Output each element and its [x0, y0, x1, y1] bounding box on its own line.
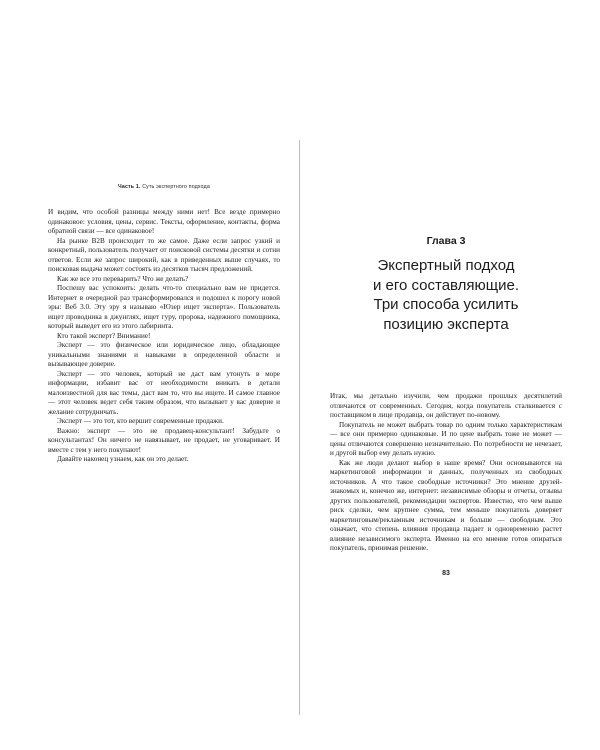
chapter-title-line: Три способа усилить: [373, 296, 519, 313]
paragraph: Кто такой эксперт? Внимание!: [57, 331, 151, 340]
chapter-title-line: позицию эксперта: [383, 315, 509, 333]
chapter-title-line: Экспертный подход: [377, 257, 515, 274]
page-number: 83: [442, 569, 450, 577]
chapter-title-line: и его составляющие.: [372, 276, 520, 294]
paragraph: Как же люди делают выбор в наше время? Они основываются на маркетинговой информации и данных, полученных из свободных источников. А что такое свободные источники? Это мнение друзей-знакомых и, конечно же, интернет: независимые обзоры и отчеты, отзывы других пользователей, рекомендации экспертов. Известно, что чем выше риск сделки, чем крупнее сумма, тем меньше покупатель доверяет маркетинговым/рекламным источникам и больше — свободным. Это означает, что степень влияния продавца падает и одновременно растет влияние независимого эксперта. Именно на его мнение готов опираться покупатель, принимая решение.: [330, 458, 562, 552]
paragraph: Эксперт — это тот, кто вершит современные продажи.: [57, 417, 224, 425]
paragraph: Как же все это переварить? Что же делать?: [57, 274, 189, 283]
paragraph: Давайте наконец узнаем, как он это делает.: [57, 455, 189, 463]
paragraph: И видим, что особой разницы между ними нет! Все везде примерно одинаковое: условия, цены, сервис. Тексты, оформление, контакты, форма обратной связи — все одинаковое!: [48, 208, 280, 235]
paragraph: На рынке B2B происходит то же самое. Даже если запрос узкий и конкретный, пользователь получает от поисковой системы десятки и сотни ответов. Если же запрос широкий, как в приведенных выше случаях, то поисковая выдача может состоять из десятков тысяч предложений.: [48, 236, 280, 273]
paragraph: Важно: эксперт — это не продавец-консультант! Забудьте о консультантах! Он ничего не навязывает, не продает, не уговаривает. И вместе с тем у него покупают!: [48, 426, 280, 454]
paragraph: Покупатель не может выбрать товар по одним только характеристикам — все они примерно одинаковые. И по цене выбрать тоже не может — цены отличаются совершенно незначительно. По потребности не нечезает, и другой выбор ему делать нужно.: [330, 420, 562, 457]
right-page: [330, 180, 562, 577]
paragraph: Поспешу вас успокоить: делать что-то специально вам не придется. Интернет в очередной раз трансформировался и подошел к порогу новой эры: Веб 3.0. Эту эру я называю «Юзер ищет эксперта». Пользователь ищет проводника в джунглях, ищет гуру, пророка, надежного помощника, который выведет его из этого лабиринта.: [48, 284, 280, 330]
chapter-label: Глава 3: [426, 235, 466, 247]
chapter-title: [330, 256, 562, 334]
running-head: [48, 184, 280, 190]
spread-gutter: [299, 140, 300, 715]
running-head-part: Часть 1.: [118, 184, 141, 190]
paragraph: Эксперт — это физическое или юридическое лицо, обладающее уникальными знаниями и навыками в определенной области и вызывающее доверие.: [48, 341, 280, 368]
paragraph: Итак, мы детально изучили, чем продажи прошлых десятилетий отличаются от современных. Сегодня, когда покупатель сталкивается с поставщиком в лице продавца, он действует по-новому.: [330, 392, 562, 419]
running-head-title: Суть экспертного подхода: [142, 184, 210, 190]
left-body-text: [48, 208, 280, 465]
right-body-text: [330, 392, 562, 554]
paragraph: Эксперт — это человек, который не даст вам утонуть в море информации, избавит вас от необходимости вникать в детали малоизвестной для вас темы, даст вам то, что вы ищете. И самое главное — этот человек ведет себя таким образом, что вызывает у вас доверие и желание сотрудничать.: [48, 369, 280, 416]
left-page: [48, 180, 280, 465]
